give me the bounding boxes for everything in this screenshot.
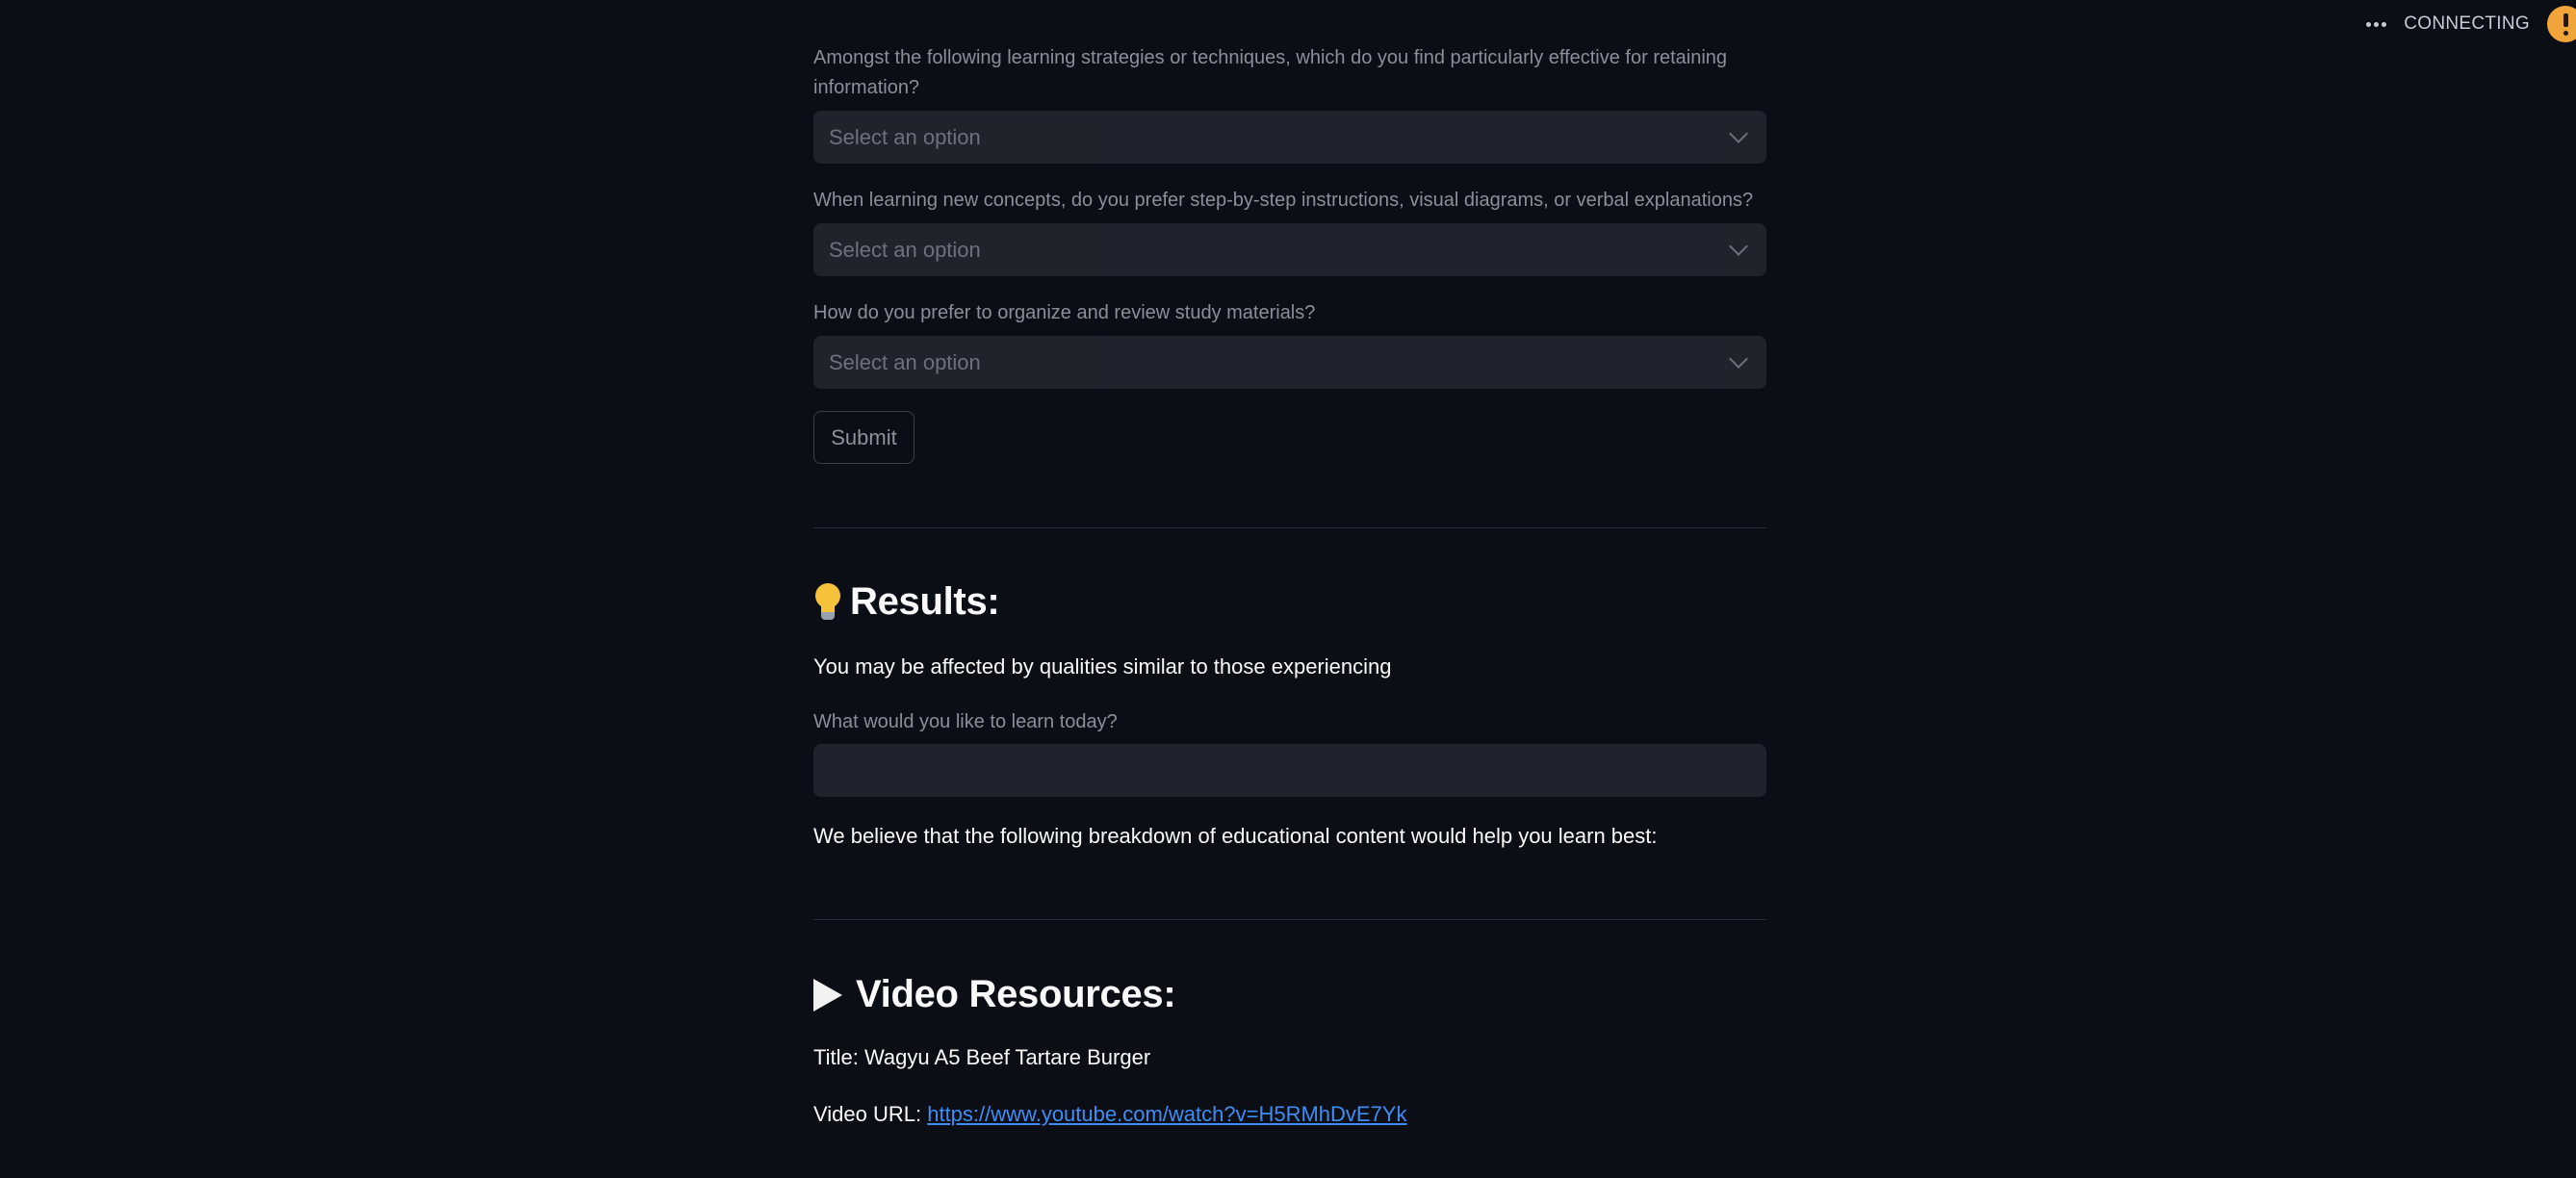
question-2-label: When learning new concepts, do you prefer step-by-step instructions, visual diagrams, or verbal explanations? (813, 190, 1754, 211)
video-title-prefix: Title: (813, 1045, 864, 1069)
more-dots-icon (2366, 22, 2386, 27)
video-url-prefix: Video URL: (813, 1102, 928, 1126)
results-statement: You may be affected by qualities similar to those experiencing (813, 654, 1392, 679)
question-1-select[interactable] (813, 111, 1766, 164)
breakdown-text: We believe that the following breakdown of educational content would help you learn best: (813, 824, 1658, 848)
video-url (813, 1100, 1406, 1129)
chevron-down-icon (1729, 124, 1748, 143)
learn-input[interactable] (813, 744, 1766, 797)
video-title-value: Wagyu A5 Beef Tartare Burger (863, 1045, 1151, 1069)
chevron-down-icon (1729, 237, 1748, 256)
connection-status-label: CONNECTING (2404, 13, 2530, 34)
question-3-label: How do you prefer to organize and review study materials? (813, 302, 1316, 323)
submit-button[interactable]: Submit (813, 411, 914, 464)
video-resources-heading (813, 973, 1175, 1016)
results-heading (813, 580, 999, 624)
status-bar (2366, 0, 2576, 48)
question-2-select[interactable] (813, 223, 1766, 276)
video-title (813, 1043, 1150, 1072)
lightbulb-icon (813, 583, 842, 622)
question-2-placeholder: Select an option (829, 237, 981, 262)
chevron-down-icon (1729, 349, 1748, 369)
divider (813, 527, 1766, 528)
question-1-placeholder: Select an option (829, 124, 981, 149)
results-heading-text: Results: (850, 580, 1000, 623)
video-resources-heading-text: Video Resources: (856, 973, 1176, 1015)
question-3-placeholder: Select an option (829, 349, 981, 374)
video-url-link[interactable]: https://www.youtube.com/watch?v=H5RMhDvE7Yk (927, 1102, 1407, 1126)
play-icon (813, 979, 842, 1012)
warning-icon[interactable] (2547, 6, 2576, 42)
divider (813, 919, 1766, 920)
question-1-label: Amongst the following learning strategies or techniques, which do you find particularly effective for retaining information? (813, 47, 1728, 98)
question-3-select[interactable] (813, 336, 1766, 389)
learn-input-label: What would you like to learn today? (813, 711, 1118, 732)
